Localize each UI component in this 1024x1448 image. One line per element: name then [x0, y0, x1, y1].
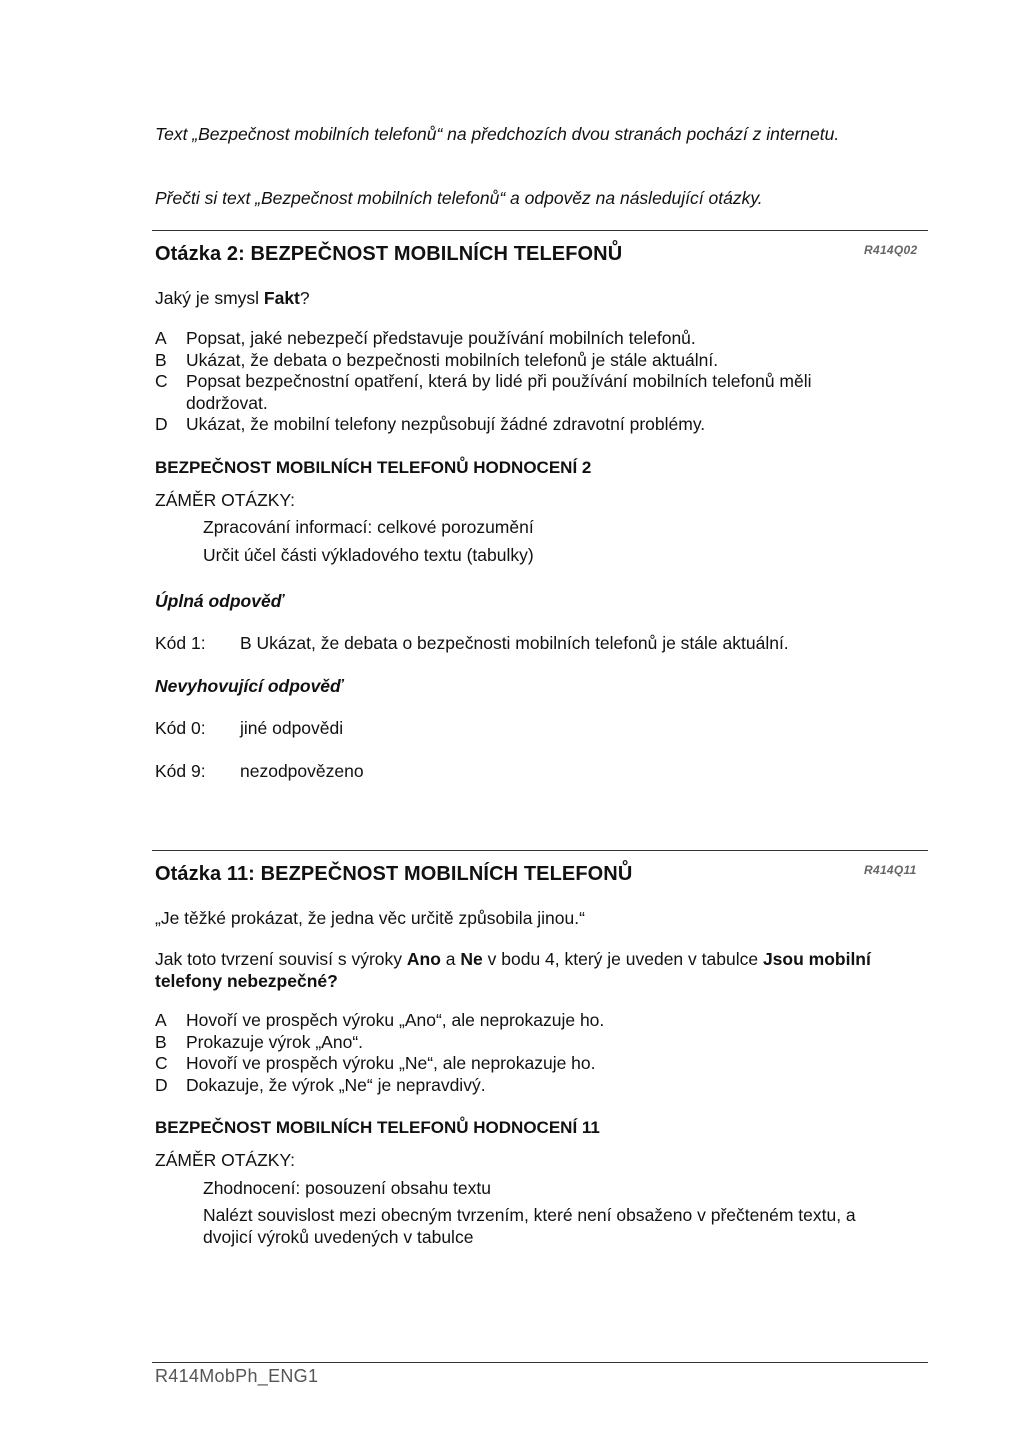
- section-divider: [152, 230, 928, 231]
- question-11-intent-1: Zhodnocení: posouzení obsahu textu: [203, 1178, 491, 1198]
- prompt-bold: Fakt: [263, 288, 300, 308]
- prompt-suffix: ?: [299, 288, 310, 308]
- prompt-text: Jaký je smysl: [155, 288, 264, 308]
- option-a: A Hovoří ve prospěch výroku „Ano“, ale neprokazuje ho.: [155, 1010, 605, 1030]
- question-11-scoring-title: BEZPEČNOST MOBILNÍCH TELEFONŮ HODNOCENÍ 11: [155, 1118, 600, 1137]
- question-2-prompt: [155, 287, 875, 309]
- question-11-title: Otázka 11: BEZPEČNOST MOBILNÍCH TELEFONŮ: [155, 863, 633, 885]
- question-2-intent-2: Určit účel části výkladového textu (tabulky): [203, 545, 534, 565]
- footer-code: R414MobPh_ENG1: [155, 1366, 319, 1386]
- option-d: D Dokazuje, že výrok „Ne“ je nepravdivý.: [155, 1074, 486, 1095]
- question-11-intent-2: Nalézt souvislost mezi obecným tvrzením, které není obsaženo v přečteném textu, a dvojicí výroků uvedených v tabulce: [203, 1205, 856, 1247]
- full-credit-label: Úplná odpověď: [155, 591, 284, 611]
- question-2-intent-label: ZÁMĚR OTÁZKY:: [155, 490, 296, 510]
- section-divider: [152, 850, 928, 851]
- code-0-row: Kód 0: jiné odpovědi: [155, 718, 344, 738]
- intro-instruction: Přečti si text „Bezpečnost mobilních telefonů“ a odpověz na následující otázky.: [155, 188, 763, 208]
- question-2-scoring-title: BEZPEČNOST MOBILNÍCH TELEFONŮ HODNOCENÍ 2: [155, 458, 592, 477]
- question-11-code: R414Q11: [864, 863, 917, 877]
- intro-text: Text „Bezpečnost mobilních telefonů“ na předchozích dvou stranách pochází z internetu.: [155, 124, 840, 144]
- no-credit-label: Nevyhovující odpověď: [155, 676, 343, 696]
- code-1-row: Kód 1: B Ukázat, že debata o bezpečnosti mobilních telefonů je stále aktuální.: [155, 633, 789, 653]
- question-2-code: R414Q02: [864, 243, 918, 257]
- option-b: B Ukázat, že debata o bezpečnosti mobilních telefonů je stále aktuální.: [155, 349, 719, 370]
- question-2-title: Otázka 2: BEZPEČNOST MOBILNÍCH TELEFONŮ: [155, 243, 623, 265]
- question-11-quote: „Je těžké prokázat, že jedna věc určitě způsobila jinou.“: [155, 908, 585, 928]
- option-b: B Prokazuje výrok „Ano“.: [155, 1031, 364, 1052]
- option-a: A Popsat, jaké nebezpečí představuje používání mobilních telefonů.: [155, 328, 696, 348]
- code-9-row: Kód 9: nezodpovězeno: [155, 761, 364, 781]
- option-c: C Popsat bezpečnostní opatření, která by lidé při používání mobilních telefonů měli dodržovat.: [155, 371, 812, 413]
- question-2-options: [155, 328, 875, 436]
- option-d: D Ukázat, že mobilní telefony nezpůsobují žádné zdravotní problémy.: [155, 414, 706, 434]
- question-11-intent-label: ZÁMĚR OTÁZKY:: [155, 1150, 296, 1170]
- option-c: C Hovoří ve prospěch výroku „Ne“, ale neprokazuje ho.: [155, 1053, 596, 1073]
- question-11-prompt: Jak toto tvrzení souvisí s výroky Ano a Ne v bodu 4, který je uveden v tabulce Jsou mobilní telefony nebezpečné?: [155, 949, 871, 991]
- question-11-options: [155, 1010, 875, 1096]
- question-2-intent-1: Zpracování informací: celkové porozumění: [203, 517, 534, 537]
- footer-divider: [152, 1362, 928, 1363]
